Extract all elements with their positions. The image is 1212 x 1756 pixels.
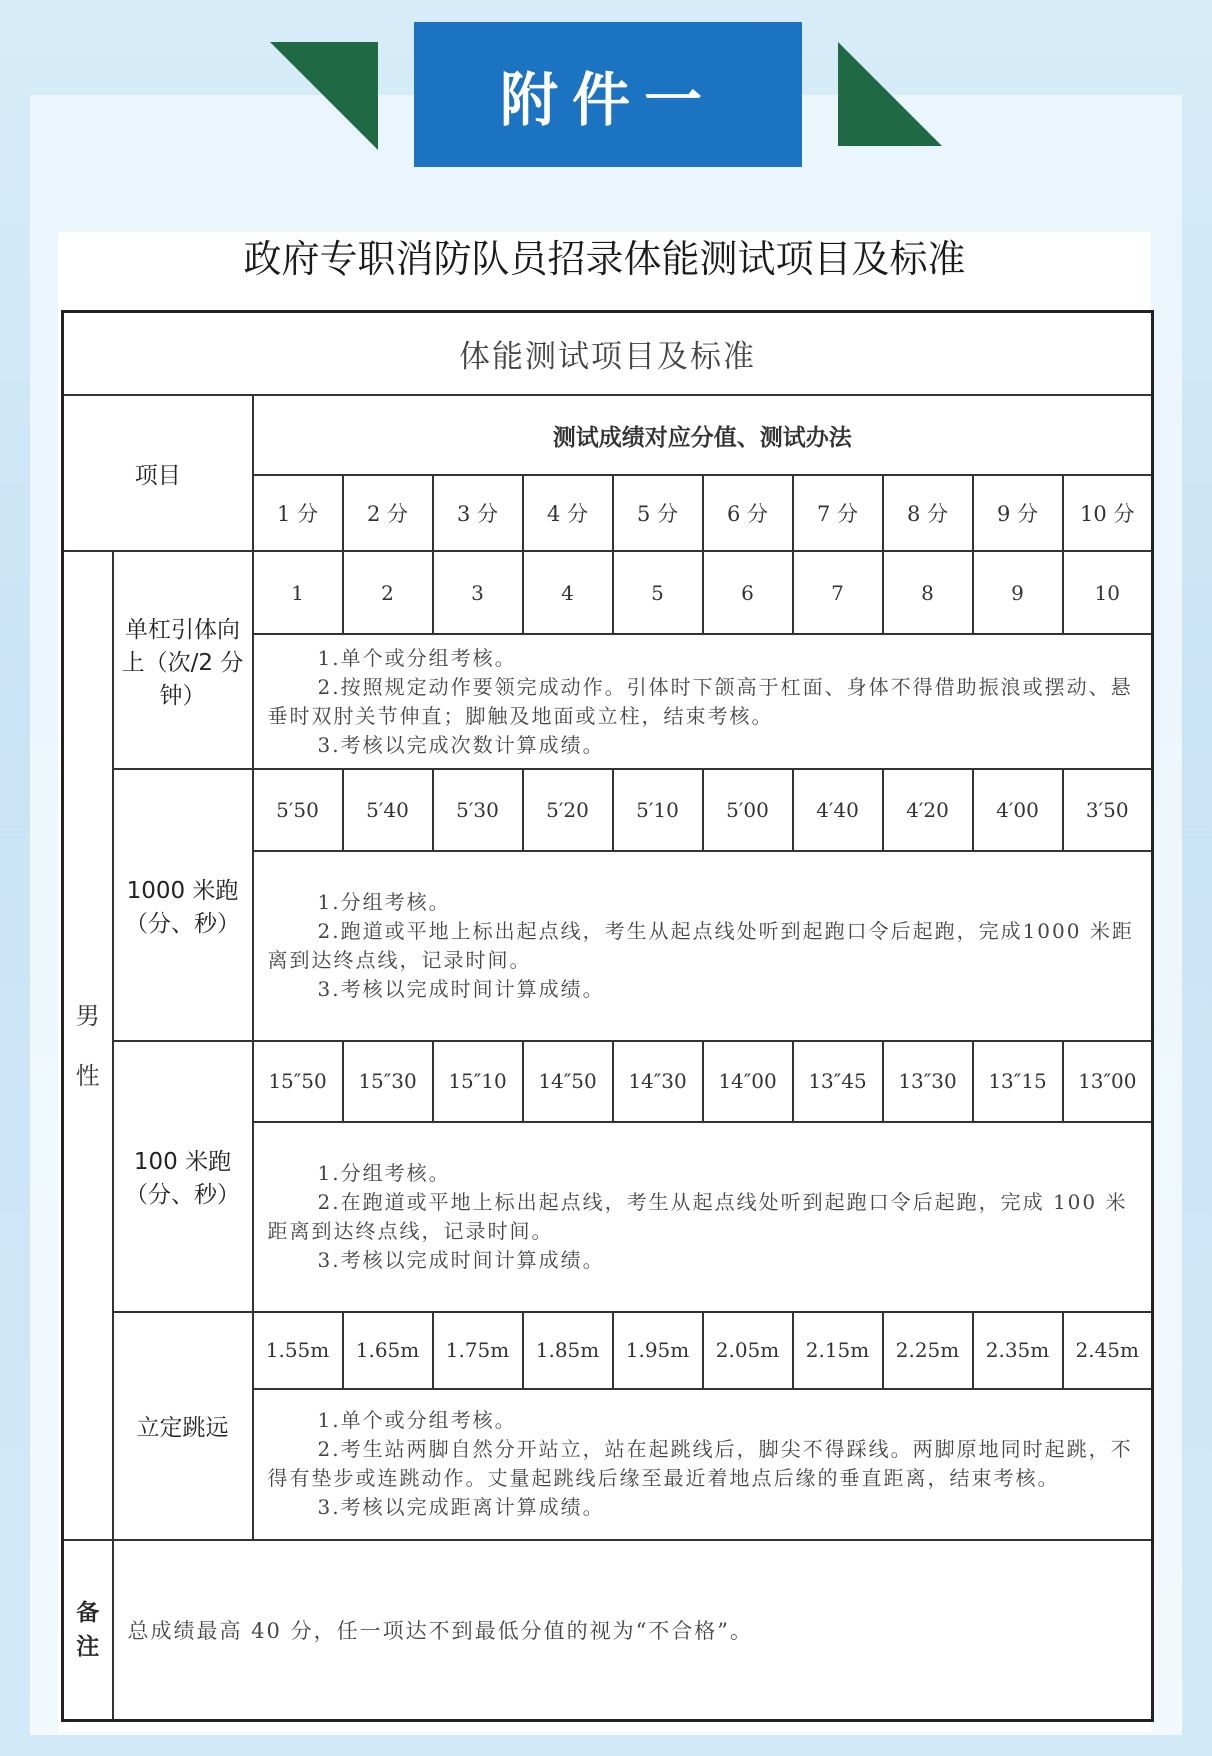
standard-value: 5′00: [703, 769, 793, 850]
score-label: 1 分: [253, 475, 343, 551]
standard-value: 1.95m: [613, 1312, 703, 1389]
score-label: 7 分: [793, 475, 883, 551]
score-label: 9 分: [973, 475, 1063, 551]
standard-value: 2.05m: [703, 1312, 793, 1389]
standard-value: 1: [253, 551, 343, 633]
standard-value: 4′20: [883, 769, 973, 850]
item-name-line: 立定跳远: [136, 1415, 229, 1442]
item-name-line: 100 米跑: [133, 1149, 232, 1176]
test-method-pullup: [253, 634, 1153, 770]
standard-value: 15″50: [253, 1041, 343, 1122]
standard-value: 1.55m: [253, 1312, 343, 1389]
score-label: 3 分: [433, 475, 523, 551]
remark-label-char: 注: [76, 1633, 100, 1660]
test-method-100m: [253, 1122, 1153, 1312]
standard-value: 5′10: [613, 769, 703, 850]
standard-value: 2.25m: [883, 1312, 973, 1389]
test-method-1000m: [253, 851, 1153, 1041]
gender-cell: [63, 551, 113, 1539]
standard-value: 5′20: [523, 769, 613, 850]
standard-value: 1.75m: [433, 1312, 523, 1389]
method-line: 3.考核以完成距离计算成绩。: [317, 1495, 605, 1520]
standard-value: 3: [433, 551, 523, 633]
test-method-long-jump: [253, 1389, 1153, 1540]
standard-value: 13″30: [883, 1041, 973, 1122]
standard-value: 8: [883, 551, 973, 633]
standard-value: 9: [973, 551, 1063, 633]
standard-value: 10: [1063, 551, 1153, 633]
attachment-banner: [414, 22, 802, 167]
standard-value: 4: [523, 551, 613, 633]
method-line: 1.分组考核。: [317, 889, 451, 914]
method-line: 3.考核以完成时间计算成绩。: [317, 976, 605, 1001]
standard-value: 6: [703, 551, 793, 633]
item-name-line: 单杠引体向: [125, 616, 240, 643]
method-line: 1.单个或分组考核。: [317, 645, 517, 670]
banner-text: 附件一: [499, 65, 716, 134]
standard-value: 2.15m: [793, 1312, 883, 1389]
standard-value: 4′40: [793, 769, 883, 850]
standard-value: 2.45m: [1063, 1312, 1153, 1389]
method-line: 1.单个或分组考核。: [317, 1408, 517, 1433]
score-label: 6 分: [703, 475, 793, 551]
standard-value: 1.85m: [523, 1312, 613, 1389]
standard-value: 13″00: [1063, 1041, 1153, 1122]
score-label: 4 分: [523, 475, 613, 551]
item-name-pullup: [113, 551, 253, 769]
method-line: 2.按照规定动作要领完成动作。引体时下颌高于杠面、身体不得借助振浪或摆动、悬垂时双肘关节伸直；脚触及地面或立柱，结束考核。: [267, 674, 1133, 728]
standard-value: 2.35m: [973, 1312, 1063, 1389]
standard-value: 3′50: [1063, 769, 1153, 850]
gender-char: 男: [75, 1001, 100, 1030]
standard-value: 14″30: [613, 1041, 703, 1122]
item-name-1000m: [113, 769, 253, 1040]
method-line: 3.考核以完成次数计算成绩。: [317, 732, 605, 757]
remark-label-char: 备: [76, 1599, 100, 1626]
standard-value: 1.65m: [343, 1312, 433, 1389]
item-name-line: （分、秒）: [125, 910, 240, 937]
method-line: 3.考核以完成时间计算成绩。: [317, 1247, 605, 1272]
document-title: 政府专职消防队员招录体能测试项目及标准: [243, 237, 966, 281]
standard-value: 14″00: [703, 1041, 793, 1122]
item-header: 项目: [63, 395, 253, 552]
method-line: 2.跑道或平地上标出起点线，考生从起点线处听到起跑口令后起跑，完成1000 米距离到达终点线，记录时间。: [267, 918, 1134, 972]
fitness-standards-table: [61, 310, 1154, 1722]
standard-value: 14″50: [523, 1041, 613, 1122]
method-line: 2.考生站两脚自然分开站立，站在起跳线后，脚尖不得踩线。两脚原地同时起跳，不得有垫步或连跳动作。丈量起跳线后缘至最近着地点后缘的垂直距离，结束考核。: [267, 1437, 1133, 1491]
item-name-line: 1000 米跑: [126, 877, 239, 904]
gender-char: 性: [75, 1061, 100, 1090]
method-line: 2.在跑道或平地上标出起点线，考生从起点线处听到起跑口令后起跑，完成 100 米距离到达终点线，记录时间。: [267, 1189, 1128, 1243]
score-label: 8 分: [883, 475, 973, 551]
score-label: 10 分: [1063, 475, 1153, 551]
standard-value: 15″30: [343, 1041, 433, 1122]
standard-value: 15″10: [433, 1041, 523, 1122]
standard-value: 4′00: [973, 769, 1063, 850]
item-name-line: （分、秒）: [125, 1182, 240, 1209]
standard-value: 5′30: [433, 769, 523, 850]
standard-value: 7: [793, 551, 883, 633]
standard-value: 5′40: [343, 769, 433, 850]
item-name-line: 钟）: [159, 682, 206, 709]
item-name-100m: [113, 1041, 253, 1312]
method-line: 1.分组考核。: [317, 1160, 451, 1185]
remark-label: [63, 1540, 113, 1721]
standard-value: 5′50: [253, 769, 343, 850]
score-label: 2 分: [343, 475, 433, 551]
scores-header: 测试成绩对应分值、测试办法: [253, 395, 1153, 475]
standard-value: 13″45: [793, 1041, 883, 1122]
standard-value: 5: [613, 551, 703, 633]
standard-value: 2: [343, 551, 433, 633]
item-name-line: 上（次/2 分: [121, 649, 244, 676]
standard-value: 13″15: [973, 1041, 1063, 1122]
score-label: 5 分: [613, 475, 703, 551]
remark-text: 总成绩最高 40 分，任一项达不到最低分值的视为“不合格”。: [113, 1540, 1153, 1721]
item-name-long-jump: [113, 1312, 253, 1540]
table-caption: 体能测试项目及标准: [63, 312, 1153, 395]
